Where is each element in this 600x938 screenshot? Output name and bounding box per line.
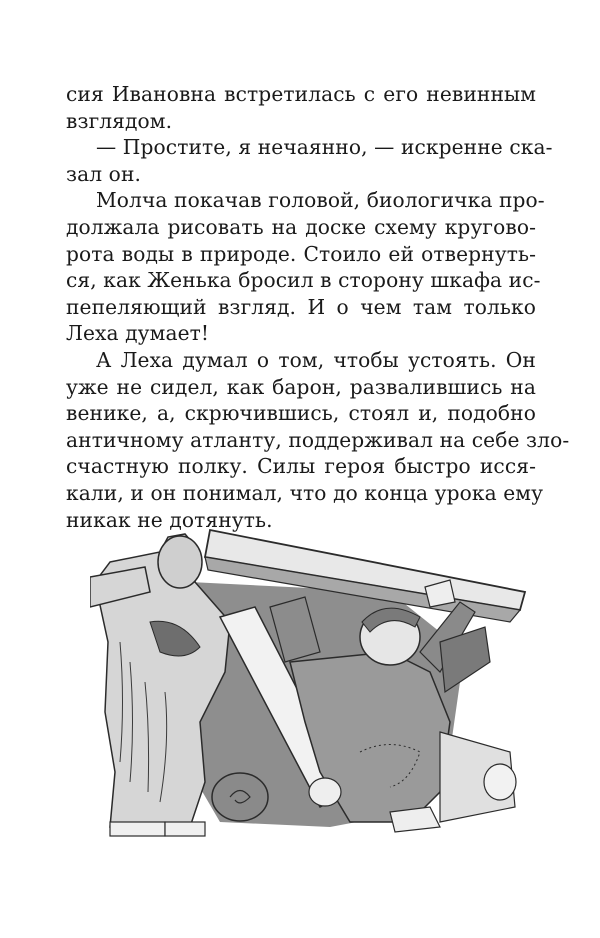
text-line: А Леха думал о том, чтобы устоять. Он — [96, 347, 536, 372]
text-line: рота воды в природе. Стоило ей отвернуть- — [66, 241, 536, 266]
text-line: — Простите, я нечаянно, — искренне ска- — [96, 135, 553, 160]
text-line: уже не сидел, как барон, развалившись на — [66, 374, 536, 399]
text-line: ся, как Женька бросил в сторону шкафа ис- — [66, 268, 541, 293]
text-line: Молча покачав головой, биологичка про- — [96, 188, 545, 213]
text-line: Леха думает! — [66, 321, 210, 346]
text-line: должала рисовать на доске схему кругово- — [66, 214, 536, 239]
text-line: пепеляющий взгляд. И о чем там только — [66, 294, 536, 319]
text-line: венике, а, скрючившись, стоял и, подобно — [66, 401, 536, 426]
illustration-boy-under-shelf — [90, 522, 530, 840]
illustration-image — [90, 522, 530, 840]
text-line: взглядом. — [66, 108, 173, 133]
text-line: сия Ивановна встретилась с его невинным — [66, 82, 536, 106]
book-page-text — [66, 81, 570, 533]
text-line: зал он. — [66, 161, 142, 186]
text-line: античному атланту, поддерживал на себе зло- — [66, 427, 570, 452]
text-line: счастную полку. Силы героя быстро исся- — [66, 454, 536, 479]
text-line: никак не дотянуть. — [66, 507, 273, 532]
text-line: кали, и он понимал, что до конца урока ему — [66, 480, 544, 505]
